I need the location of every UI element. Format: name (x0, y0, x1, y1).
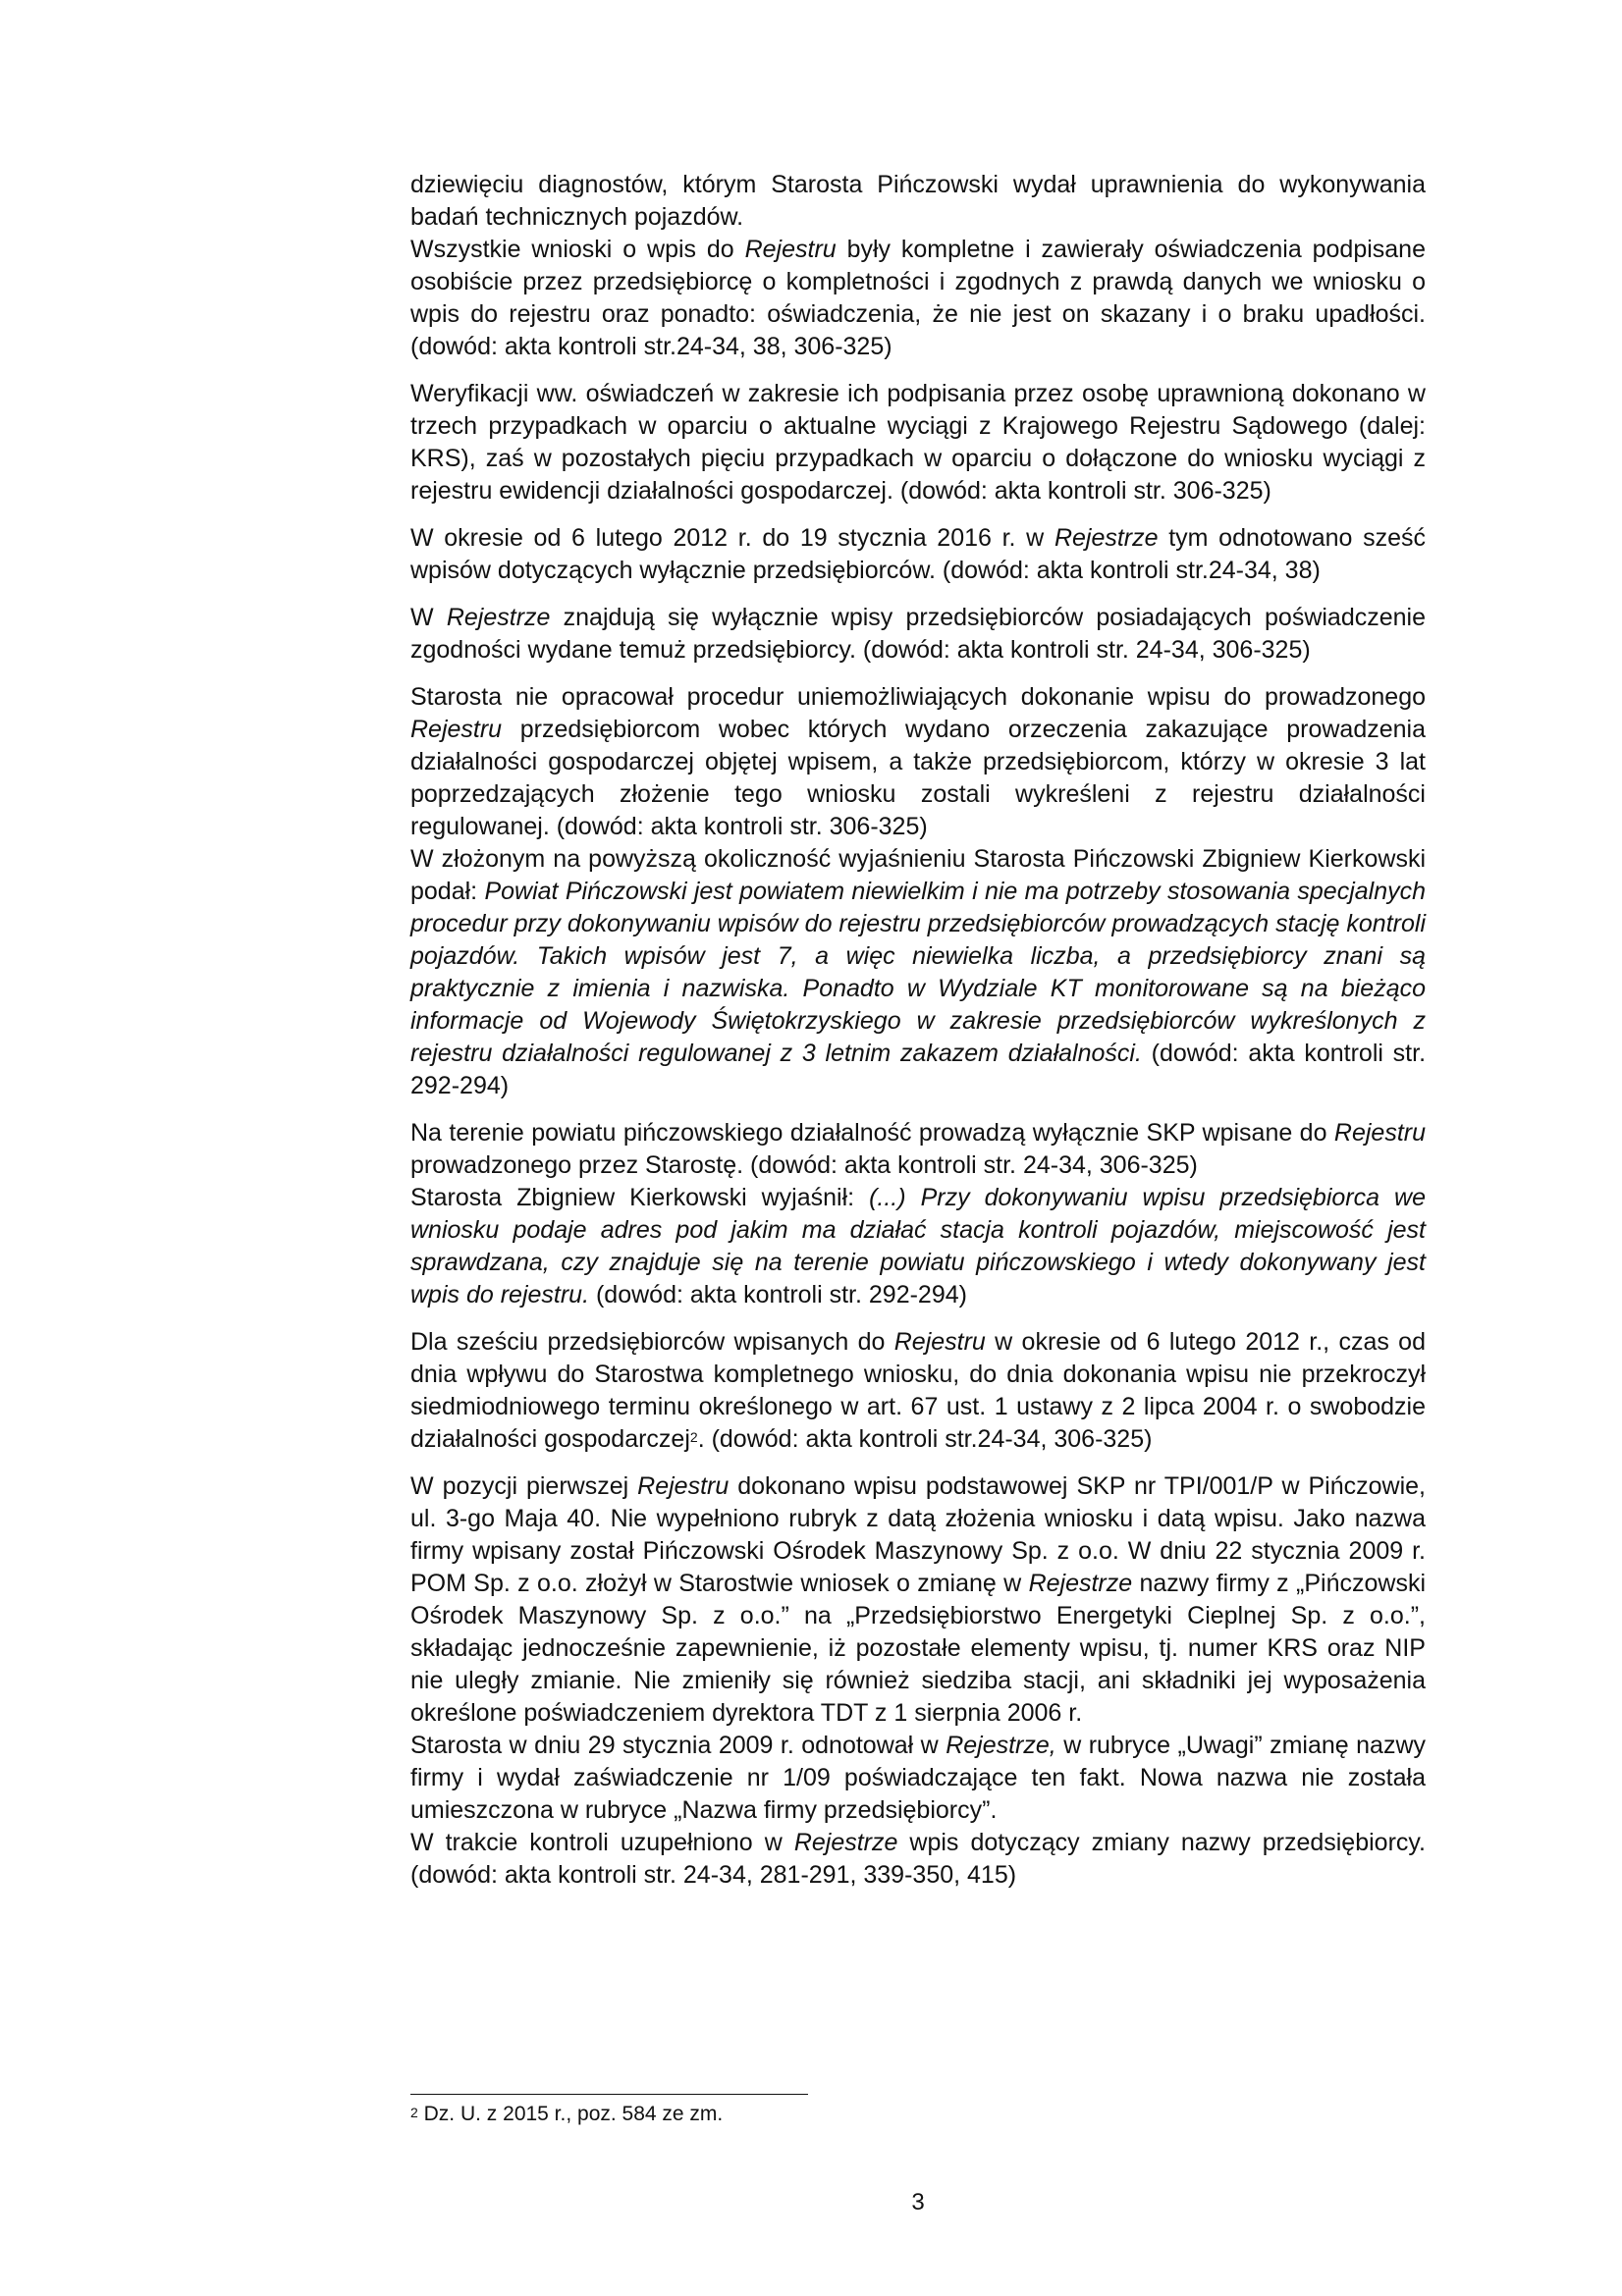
paragraph: W trakcie kontroli uzupełniono w Rejestrze wpis dotyczący zmiany nazwy przedsiębiorcy. (dowód: akta kontroli str. 24-34, 281-291, 339-350, 415) (410, 1829, 1426, 1889)
paragraph: W pozycji pierwszej Rejestru dokonano wpisu podstawowej SKP nr TPI/001/P w Pińczowie, ul. 3-go Maja 40. Nie wypełniono rubryk z datą złożenia wniosku i datą wpisu. Jako nazwa firmy wpisany został Pińczowski Ośrodek Maszynowy Sp. z o.o. W dniu 22 stycznia 2009 r. POM Sp. z o.o. złożył w Starostwie wniosek o zmianę w Rejestrze nazwy firmy z „Pińczowski Ośrodek Maszynowy Sp. z o.o.” na „Przedsiębiorstwo Energetyki Cieplnej Sp. z o.o.”, składając jednocześnie zapewnienie, iż pozostałe elementy wpisu, tj. numer KRS oraz NIP nie uległy zmianie. Nie zmieniły się również siedziba stacji, ani składniki jej wyposażenia określone poświadczeniem dyrektora TDT z 1 sierpnia 2006 r. (410, 1472, 1426, 1727)
paragraph: Weryfikacji ww. oświadczeń w zakresie ich podpisania przez osobę uprawnioną dokonano w trzech przypadkach w oparciu o aktualne wyciągi z Krajowego Rejestru Sądowego (dalej: KRS), zaś w pozostałych pięciu przypadkach w oparciu o dołączone do wniosku wyciągi z rejestru ewidencji działalności gospodarczej. (dowód: akta kontroli str. 306-325) (410, 380, 1426, 505)
paragraph: dziewięciu diagnostów, którym Starosta Pińczowski wydał uprawnienia do wykonywania badań technicznych pojazdów. Wszystkie wnioski o wpis do Rejestru były kompletne i zawierały oświadczenia podpisane osobiście przez przedsiębiorcę o kompletności i zgodnych z prawdą danych we wniosku o wpis do rejestru oraz ponadto: oświadczenia, że nie jest on skazany i o braku upadłości. (dowód: akta kontroli str.24-34, 38, 306-325) (410, 171, 1426, 360)
document-body (410, 169, 1426, 1892)
paragraph: W okresie od 6 lutego 2012 r. do 19 stycznia 2016 r. w Rejestrze tym odnotowano sześć wpisów dotyczących wyłącznie przedsiębiorców. (dowód: akta kontroli str.24-34, 38) (410, 524, 1426, 584)
paragraph: Dla sześciu przedsiębiorców wpisanych do Rejestru w okresie od 6 lutego 2012 r., czas od dnia wpływu do Starostwa kompletnego wniosku, do dnia dokonania wpisu nie przekroczył siedmiodniowego terminu określonego w art. 67 ust. 1 ustawy z 2 lipca 2004 r. o swobodzie działalności gospodarczej$^2$. (dowód: akta kontroli str.24-34, 306-325) (410, 1328, 1426, 1453)
paragraph: Na terenie powiatu pińczowskiego działalność prowadzą wyłącznie SKP wpisane do Rejestru prowadzonego przez Starostę. (dowód: akta kontroli str. 24-34, 306-325) (410, 1119, 1426, 1179)
paragraph: W Rejestrze znajdują się wyłącznie wpisy przedsiębiorców posiadających poświadczenie zgodności wydane temuż przedsiębiorcy. (dowód: akta kontroli str. 24-34, 306-325) (410, 604, 1427, 664)
paragraph: Starosta Zbigniew Kierkowski wyjaśnił: (...) Przy dokonywaniu wpisu przedsiębiorca we wniosku podaje adres pod jakim ma działać stacja kontroli pojazdów, miejscowość jest sprawdzana, czy znajduje się na terenie powiatu pińczowskiego i wtedy dokonywany jest wpis do rejestru. (dowód: akta kontroli str. 292-294) (410, 1184, 1426, 1308)
footnote-number: 2 (410, 2105, 418, 2120)
footnote-ref[interactable]: 2 (689, 1429, 698, 1445)
paragraph: Starosta w dniu 29 stycznia 2009 r. odnotował w Rejestrze, w rubryce „Uwagi” zmianę nazwy firmy i wydał zaświadczenie nr 1/09 poświadczające ten fakt. Nowa nazwa nie została umieszczona w rubryce „Nazwa firmy przedsiębiorcy”. (410, 1732, 1427, 1824)
footnote-text: Dz. U. z 2015 r., poz. 584 ze zm. (417, 2103, 724, 2125)
page-number: 3 (911, 2189, 925, 2216)
paragraph: W złożonym na powyższą okoliczność wyjaśnieniu Starosta Pińczowski Zbigniew Kierkowski podał: Powiat Pińczowski jest powiatem niewielkim i nie ma potrzeby stosowania specjalnych procedur przy dokonywaniu wpisów do rejestru przedsiębiorców prowadzących stację kontroli pojazdów. Takich wpisów jest 7, a więc niewielka liczba, a przedsiębiorcy znani są praktycznie z imienia i nazwiska. Ponadto w Wydziale KT monitorowane są na bieżąco informacje od Wojewody Świętokrzyskiego w zakresie przedsiębiorców wykreślonych z rejestru działalności regulowanej z 3 letnim zakazem działalności. (dowód: akta kontroli str. 292-294) (410, 845, 1427, 1099)
paragraph: Starosta nie opracował procedur uniemożliwiających dokonanie wpisu do prowadzonego Rejestru przedsiębiorcom wobec których wydano orzeczenia zakazujące prowadzenia działalności gospodarczej objętej wpisem, a także przedsiębiorcom, którzy w okresie 3 lat poprzedzających złożenie tego wniosku zostali wykreśleni z rejestru działalności regulowanej. (dowód: akta kontroli str. 306-325) (410, 683, 1426, 840)
footnote (410, 2102, 1426, 2127)
footnote-separator (410, 2094, 808, 2095)
